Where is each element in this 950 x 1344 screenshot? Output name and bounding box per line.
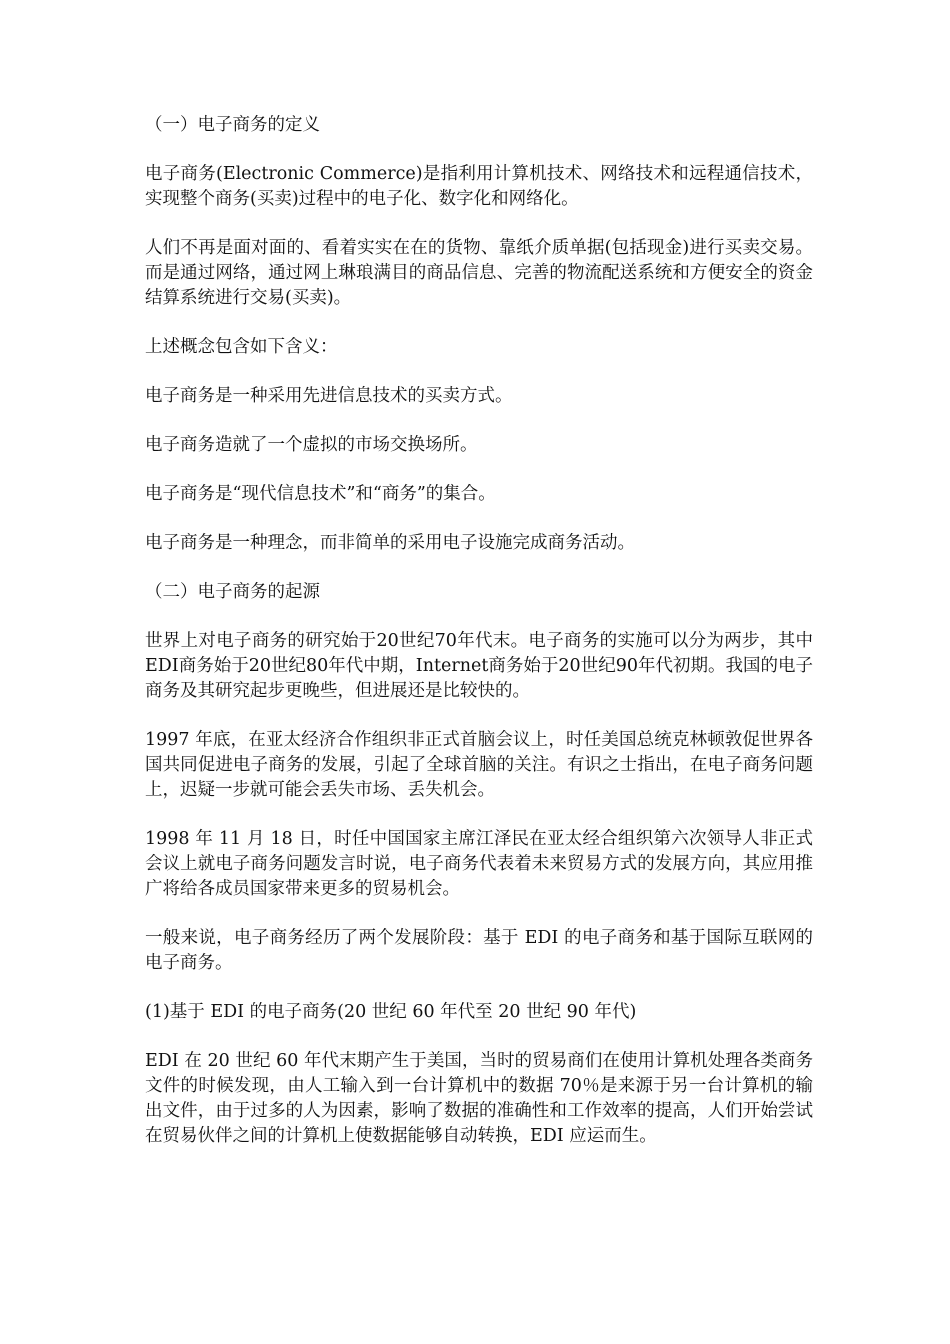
paragraph-description: 人们不再是面对面的、看着实实在在的货物、靠纸介质单据(包括现金)进行买卖交易。而是通过网络，通过网上琳琅满目的商品信息、完善的物流配送系统和方便安全的资金结算系统进行交易(买卖)。: [145, 238, 813, 308]
paragraph-definition: 电子商务(Electronic Commerce)是指利用计算机技术、网络技术和远程通信技术，实现整个商务(买卖)过程中的电子化、数字化和网络化。: [145, 164, 813, 209]
paragraph-meaning-3: 电子商务是“现代信息技术”和“商务”的集合。: [145, 484, 496, 504]
paragraph-origin-research: 世界上对电子商务的研究始于20世纪70年代末。电子商务的实施可以分为两步，其中EDI商务始于20世纪80年代中期，Internet商务始于20世纪90年代初期。我国的电子商务及其研究起步更晚些，但进展还是比较快的。: [145, 631, 813, 701]
paragraph-stages: 一般来说，电子商务经历了两个发展阶段：基于 EDI 的电子商务和基于国际互联网的电子商务。: [145, 928, 813, 973]
paragraph-meaning-2: 电子商务造就了一个虚拟的市场交换场所。: [145, 435, 478, 455]
section-heading-origin: （二）电子商务的起源: [145, 582, 320, 602]
subheading-edi: (1)基于 EDI 的电子商务(20 世纪 60 年代至 20 世纪 90 年代): [145, 1002, 637, 1022]
paragraph-meaning-intro: 上述概念包含如下含义：: [145, 337, 338, 357]
paragraph-edi: EDI 在 20 世纪 60 年代末期产生于美国，当时的贸易商们在使用计算机处理各类商务文件的时候发现，由人工输入到一台计算机中的数据 70％是来源于另一台计算机的输出文件，由于过多的人为因素，影响了数据的准确性和工作效率的提高，人们开始尝试在贸易伙伴之间的计算机上使数据能够自动转换，EDI 应运而生。: [145, 1051, 813, 1146]
paragraph-origin-1998: 1998 年 11 月 18 日，时任中国国家主席江泽民在亚太经合组织第六次领导人非正式会议上就电子商务问题发言时说，电子商务代表着未来贸易方式的发展方向，其应用推广将给各成员国家带来更多的贸易机会。: [145, 829, 813, 899]
paragraph-origin-1997: 1997 年底，在亚太经济合作组织非正式首脑会议上，时任美国总统克林顿敦促世界各国共同促进电子商务的发展，引起了全球首脑的关注。有识之士指出，在电子商务问题上，迟疑一步就可能会丢失市场、丢失机会。: [145, 730, 813, 800]
paragraph-meaning-1: 电子商务是一种采用先进信息技术的买卖方式。: [145, 386, 513, 406]
section-heading-definition: （一）电子商务的定义: [145, 115, 320, 135]
paragraph-meaning-4: 电子商务是一种理念，而非简单的采用电子设施完成商务活动。: [145, 533, 635, 553]
document-body: [145, 113, 813, 1173]
